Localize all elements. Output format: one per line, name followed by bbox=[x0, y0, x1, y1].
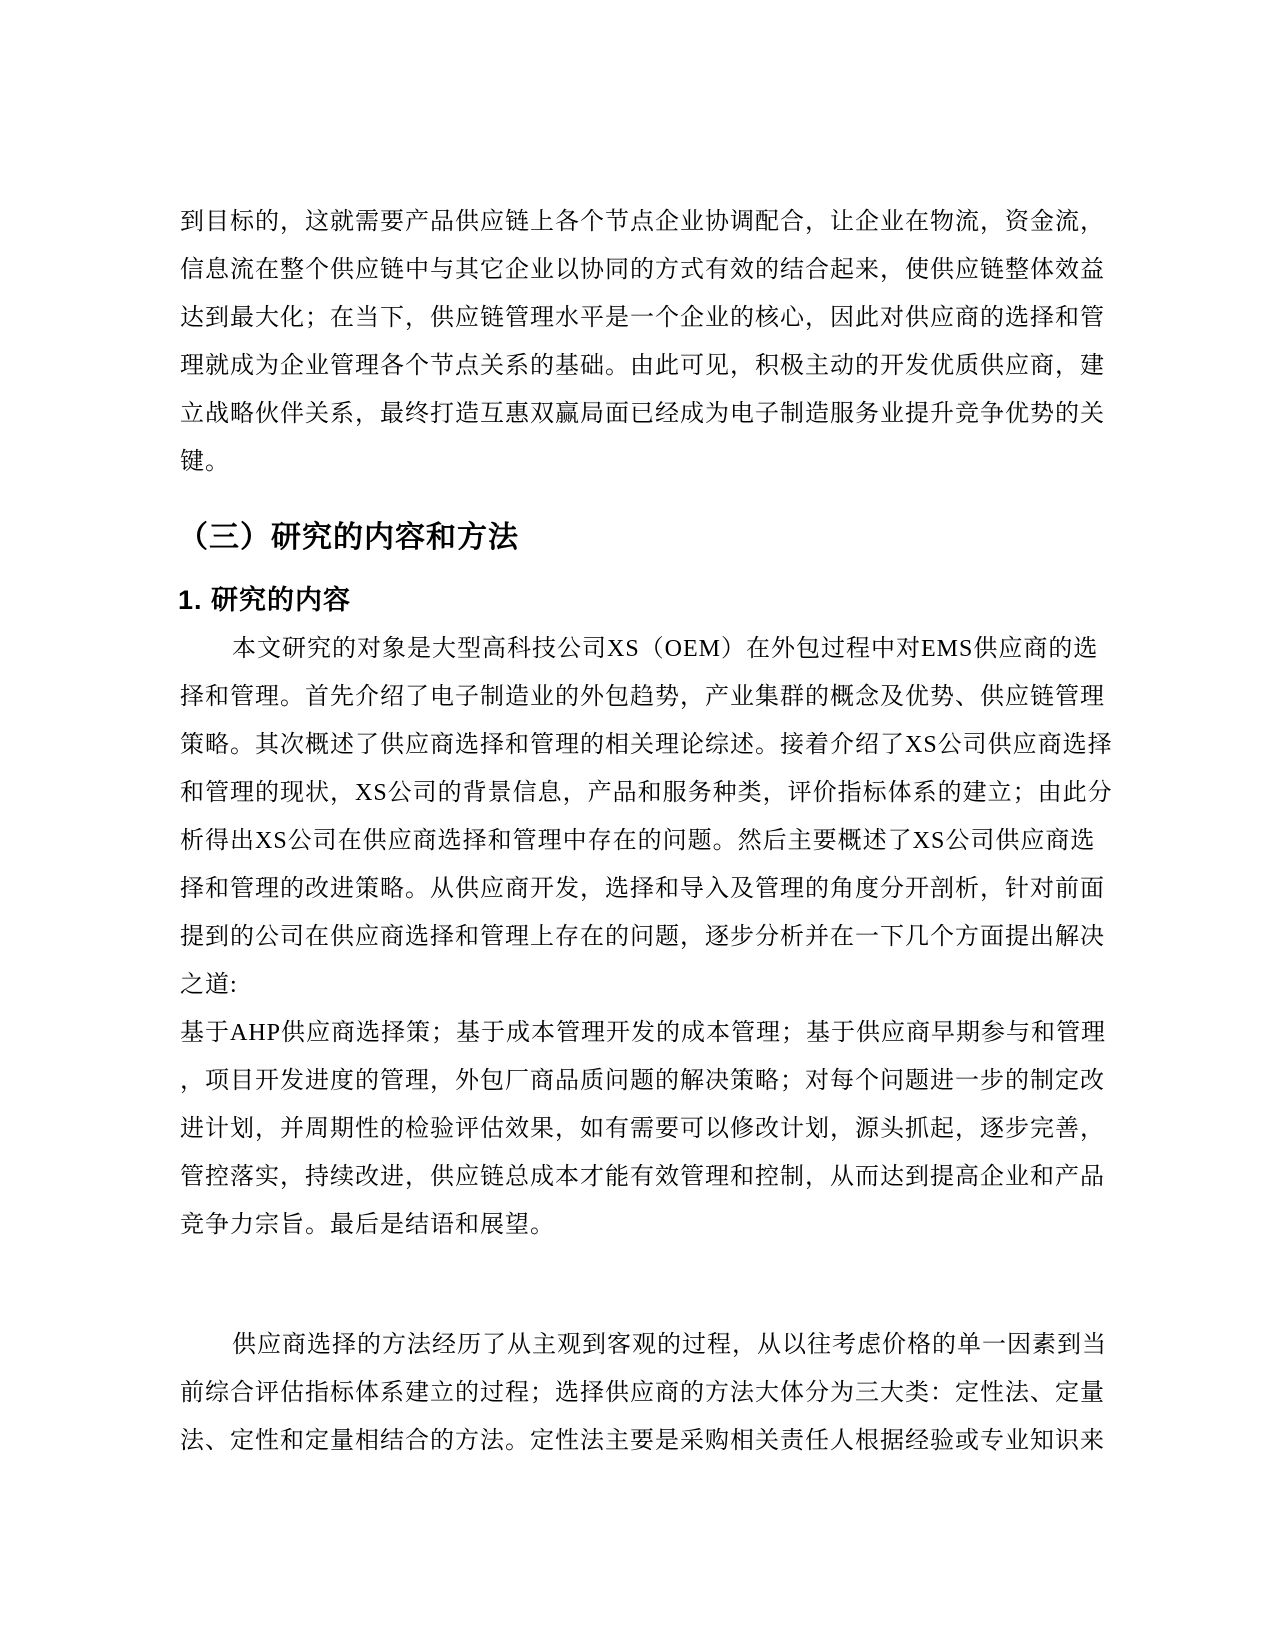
text-line: 立战略伙伴关系，最终打造互惠双赢局面已经成为电子制造服务业提升竞争优势的关 bbox=[180, 401, 1105, 427]
text-line: 本文研究的对象是大型高科技公司XS（OEM）在外包过程中对EMS供应商的选 bbox=[232, 636, 1099, 662]
text-line: 策略。其次概述了供应商选择和管理的相关理论综述。接着介绍了XS公司供应商选择 bbox=[180, 732, 1113, 758]
text-line: 达到最大化；在当下，供应链管理水平是一个企业的核心，因此对供应商的选择和管 bbox=[180, 305, 1105, 331]
text-line: 竞争力宗旨。最后是结语和展望。 bbox=[180, 1212, 555, 1238]
text-line: 供应商选择的方法经历了从主观到客观的过程，从以往考虑价格的单一因素到当 bbox=[232, 1332, 1107, 1358]
paragraph-intro bbox=[180, 198, 1125, 486]
text-line: 基于AHP供应商选择策；基于成本管理开发的成本管理；基于供应商早期参与和管理 bbox=[180, 1020, 1107, 1046]
paragraph-methods bbox=[180, 1321, 1125, 1465]
text-line: 键。 bbox=[180, 449, 230, 475]
text-line: 和管理的现状，XS公司的背景信息，产品和服务种类，评价指标体系的建立；由此分 bbox=[180, 780, 1113, 806]
text-line: 进计划，并周期性的检验评估效果，如有需要可以修改计划，源头抓起，逐步完善， bbox=[180, 1116, 1105, 1142]
text-line: 信息流在整个供应链中与其它企业以协同的方式有效的结合起来，使供应链整体效益 bbox=[180, 257, 1105, 283]
text-line: 择和管理。首先介绍了电子制造业的外包趋势，产业集群的概念及优势、供应链管理 bbox=[180, 684, 1105, 710]
text-line: 理就成为企业管理各个节点关系的基础。由此可见，积极主动的开发优质供应商，建 bbox=[180, 353, 1105, 379]
text-line: 提到的公司在供应商选择和管理上存在的问题，逐步分析并在一下几个方面提出解决 bbox=[180, 924, 1105, 950]
text-line: 前综合评估指标体系建立的过程；选择供应商的方法大体分为三大类：定性法、定量 bbox=[180, 1380, 1105, 1406]
text-line: 择和管理的改进策略。从供应商开发，选择和导入及管理的角度分开剖析，针对前面 bbox=[180, 876, 1105, 902]
text-line: 析得出XS公司在供应商选择和管理中存在的问题。然后主要概述了XS公司供应商选 bbox=[180, 828, 1096, 854]
text-line: 到目标的，这就需要产品供应链上各个节点企业协调配合，让企业在物流，资金流， bbox=[180, 209, 1105, 235]
text-line: ，项目开发进度的管理，外包厂商品质问题的解决策略；对每个问题进一步的制定改 bbox=[180, 1068, 1105, 1094]
text-line: 之道: bbox=[180, 972, 238, 998]
text-line: 法、定性和定量相结合的方法。定性法主要是采购相关责任人根据经验或专业知识来 bbox=[180, 1428, 1105, 1454]
section-heading: （三）研究的内容和方法 bbox=[178, 521, 519, 554]
paragraph-strategy bbox=[180, 1009, 1125, 1249]
text-line: 管控落实，持续改进，供应链总成本才能有效管理和控制，从而达到提高企业和产品 bbox=[180, 1164, 1105, 1190]
subsection-heading: 1. 研究的内容 bbox=[178, 585, 352, 615]
paragraph-content bbox=[180, 625, 1125, 1009]
